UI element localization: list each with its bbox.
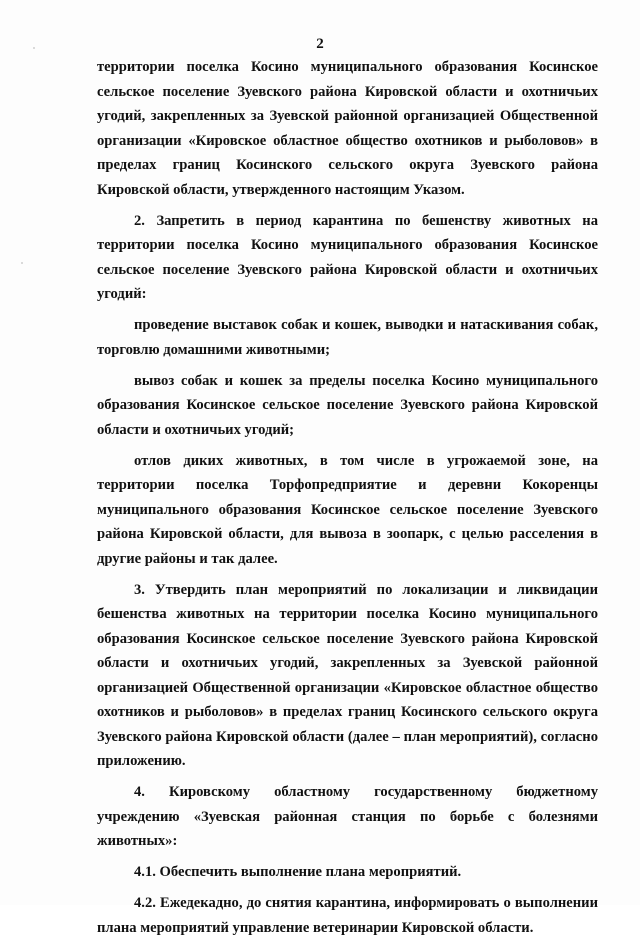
document-body [97, 55, 598, 940]
paragraph-5: отлов диких животных, в том числе в угрожаемой зоне, на территории поселка Торфопредприятие и деревни Кокоренцы муниципального образования Косинское сельское поселение Зуевского района Кировской области, для вывоза в зоопарк, с целью расселения в другие районы и так далее. [97, 452, 598, 567]
scan-speck [21, 262, 23, 264]
paragraph-9: 4.2. Ежедекадно, до снятия карантина, информировать о выполнении плана мероприятий управление ветеринарии Кировской области. [97, 895, 598, 936]
paragraph-8: 4.1. Обеспечить выполнение плана мероприятий. [134, 864, 462, 880]
paragraph-6: 3. Утвердить план мероприятий по локализации и ликвидации бешенства животных на территории поселка Косино муниципального образования Косинское сельское поселение Зуевского района Кировской области и охотничьих угодий, закрепленных за Зуевской районной организацией Общественной организации «Кировское областное общество охотников и рыболовов» в пределах границ Косинского сельского округа Зуевского района Кировской области (далее – план мероприятий), согласно приложению. [97, 581, 598, 769]
paragraph-7: 4. Кировскому областному государственному бюджетному учреждению «Зуевская районная станция по борьбе с болезнями животных»: [97, 784, 598, 849]
paragraph-3: проведение выставок собак и кошек, выводки и натаскивания собак, торговлю домашними животными; [97, 317, 598, 358]
paragraph-2: 2. Запретить в период карантина по бешенству животных на территории поселка Косино муниципального образования Косинское сельское поселение Зуевского района Кировской области и охотничьих угодий: [97, 212, 598, 302]
paragraph-1: территории поселка Косино муниципального образования Косинское сельское поселение Зуевского района Кировской области и охотничьих угодий, закрепленных за Зуевской районной организацией Общественной организации «Кировское областное общество охотников и рыболовов» в пределах границ Косинского сельского округа Зуевского района Кировской области, утвержденного настоящим Указом. [97, 59, 598, 198]
paragraph-4: вывоз собак и кошек за пределы поселка Косино муниципального образования Косинское сельское поселение Зуевского района Кировской области и охотничьих угодий; [97, 372, 598, 438]
page-number: 2 [316, 36, 324, 52]
scan-speck [33, 47, 35, 49]
